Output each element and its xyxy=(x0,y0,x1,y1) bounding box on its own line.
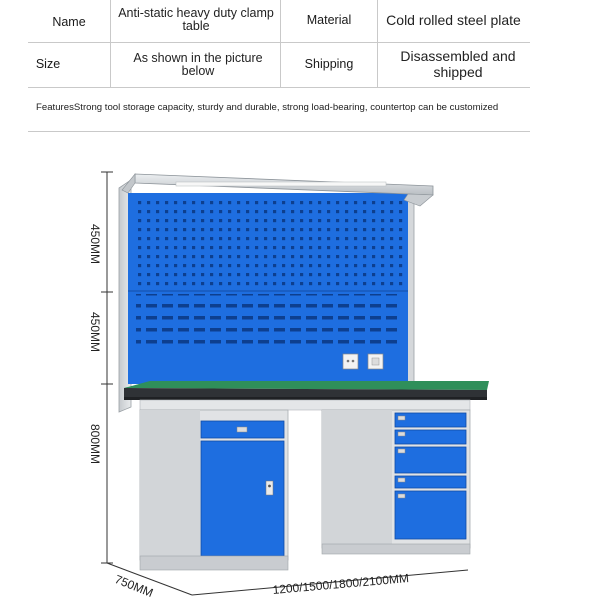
features-value: Strong tool storage capacity, sturdy and durable, strong load-bearing, countertop can be customized xyxy=(73,102,499,113)
cabinet-right-drawers xyxy=(395,413,466,539)
size-value: As shown in the picture below xyxy=(133,51,263,78)
name-label: Name xyxy=(52,15,86,29)
material-label: Material xyxy=(306,13,352,27)
material-value: Cold rolled steel plate xyxy=(386,12,521,28)
dim-depth: 750MM xyxy=(112,572,156,600)
power-socket xyxy=(343,354,358,369)
cabinet-left-door xyxy=(201,441,284,556)
name-value: Anti-static heavy duty clamp table xyxy=(118,6,274,33)
dim-upper-height: 450MM xyxy=(88,224,102,265)
size-label: Size xyxy=(35,57,61,71)
dim-middle-height: 450MM xyxy=(88,312,102,353)
door-lock xyxy=(266,481,273,495)
features-label: Features xyxy=(36,102,74,113)
shipping-value: Disassembled and shipped xyxy=(400,48,516,80)
dim-lower-height: 800MM xyxy=(88,424,102,465)
dim-width: 1200/1500/1800/2100MM xyxy=(272,571,410,597)
worktop-front-strip xyxy=(140,400,470,410)
shipping-label: Shipping xyxy=(304,57,354,71)
